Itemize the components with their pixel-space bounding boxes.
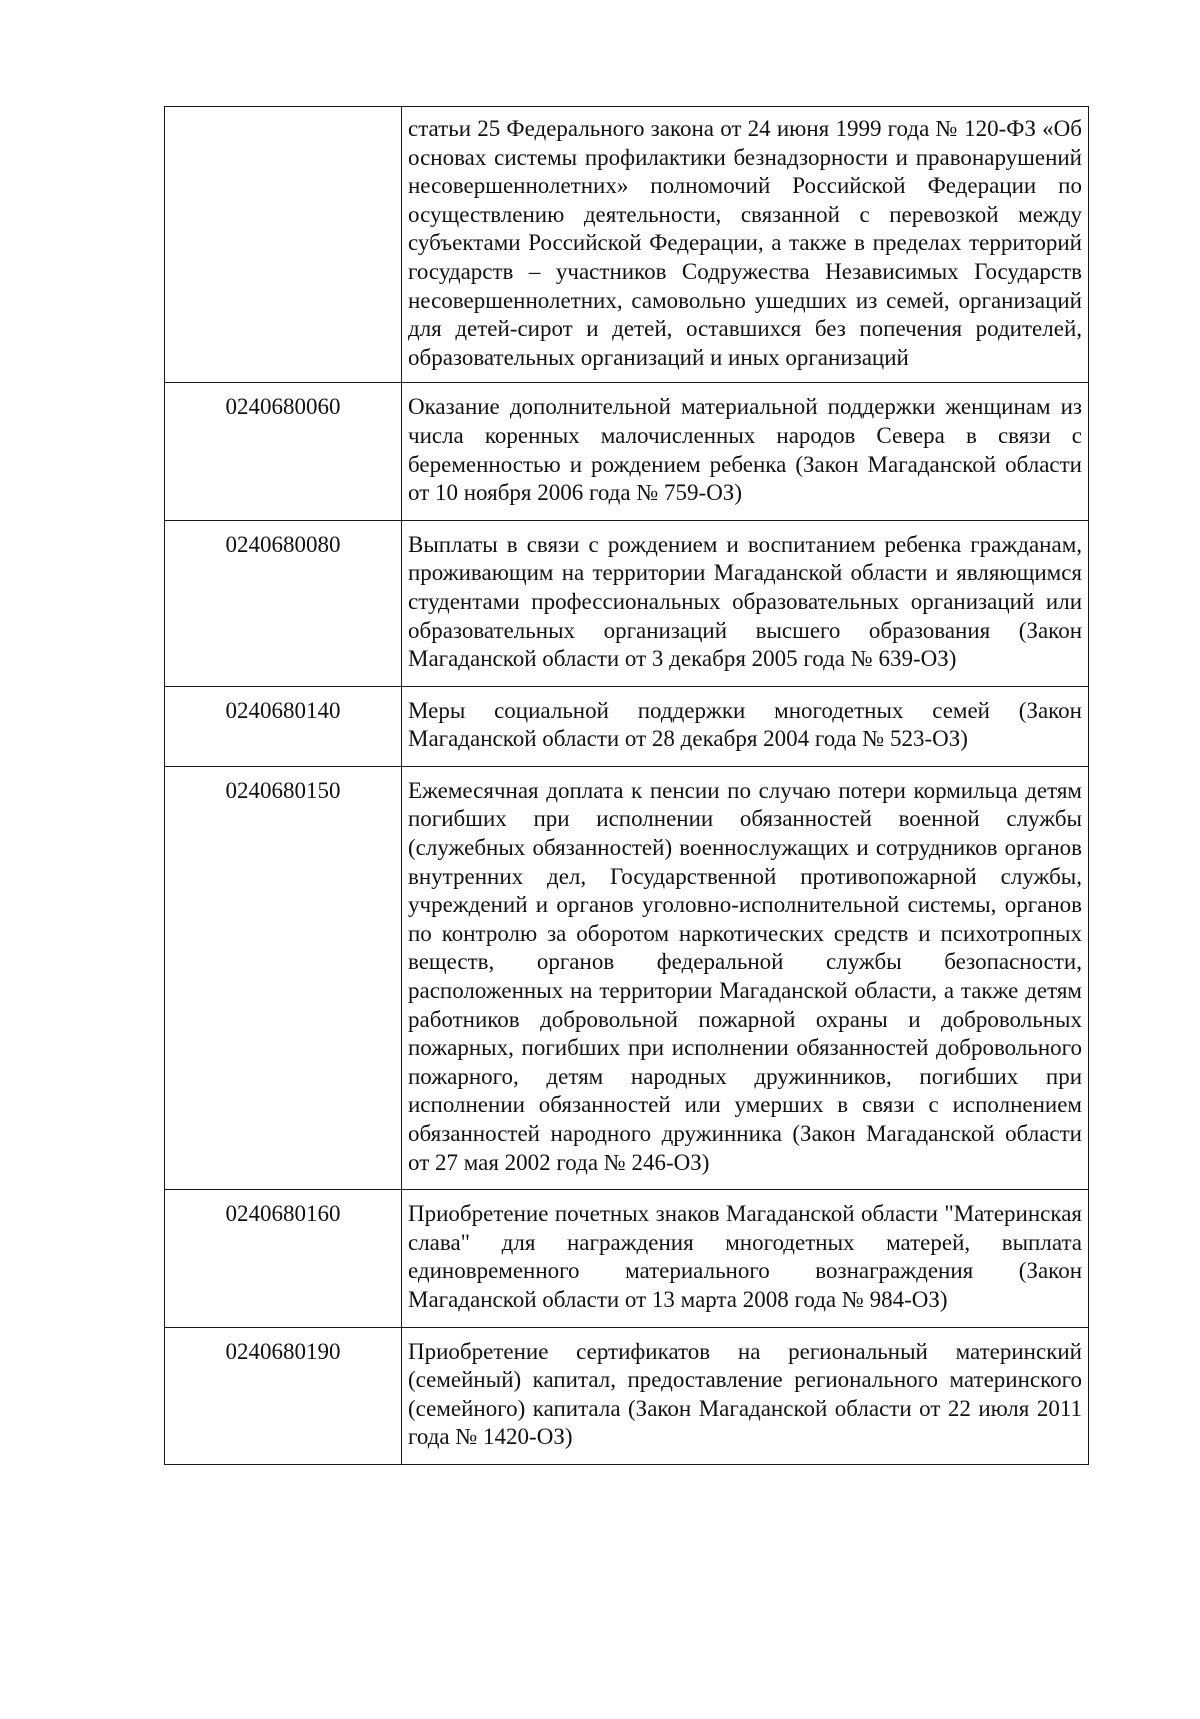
code-cell: 0240680190 [165,1327,402,1464]
table-row [165,383,1089,520]
table-row [165,107,1089,383]
budget-classification-table [164,106,1089,1465]
table-row [165,1327,1089,1464]
code-cell: 0240680160 [165,1190,402,1327]
code-cell: 0240680060 [165,383,402,520]
table-row [165,686,1089,766]
description-cell: Приобретение сертификатов на региональный материнский (семейный) капитал, предоставление регионального материнского (семейного) капитала (Закон Магаданской области от 22 июля 2011 года № 1420-ОЗ) [402,1327,1089,1464]
description-cell: Оказание дополнительной материальной поддержки женщинам из числа коренных малочисленных народов Севера в связи с беременностью и рождением ребенка (Закон Магаданской области от 10 ноября 2006 года № 759-ОЗ) [402,383,1089,520]
table-row [165,766,1089,1189]
description-cell: Меры социальной поддержки многодетных семей (Закон Магаданской области от 28 декабря 2004 года № 523-ОЗ) [402,686,1089,766]
description-cell: Приобретение почетных знаков Магаданской области "Материнская слава" для награждения многодетных матерей, выплата единовременного материального вознаграждения (Закон Магаданской области от 13 марта 2008 года № 984-ОЗ) [402,1190,1089,1327]
description-cell: Выплаты в связи с рождением и воспитанием ребенка гражданам, проживающим на территории Магаданской области и являющимся студентами профессиональных образовательных организаций или образовательных организаций высшего образования (Закон Магаданской области от 3 декабря 2005 года № 639-ОЗ) [402,520,1089,686]
code-cell: 0240680150 [165,766,402,1189]
table-row [165,1190,1089,1327]
code-cell: 0240680080 [165,520,402,686]
description-cell: статьи 25 Федерального закона от 24 июня 1999 года № 120-ФЗ «Об основах системы профилактики безнадзорности и правонарушений несовершеннолетних» полномочий Российской Федерации по осуществлению деятельности, связанной с перевозкой между субъектами Российской Федерации, а также в пределах территорий государств – участников Содружества Независимых Государств несовершеннолетних, самовольно ушедших из семей, организаций для детей-сирот и детей, оставшихся без попечения родителей, образовательных организаций и иных организаций [402,107,1089,383]
table-row [165,520,1089,686]
description-cell: Ежемесячная доплата к пенсии по случаю потери кормильца детям погибших при исполнении обязанностей военной службы (служебных обязанностей) военнослужащих и сотрудников органов внутренних дел, Государственной противопожарной службы, учреждений и органов уголовно-исполнительной системы, органов по контролю за оборотом наркотических средств и психотропных веществ, органов федеральной службы безопасности, расположенных на территории Магаданской области, а также детям работников добровольной пожарной охраны и добровольных пожарных, погибших при исполнении обязанностей добровольного пожарного, детям народных дружинников, погибших при исполнении обязанностей или умерших в связи с исполнением обязанностей народного дружинника (Закон Магаданской области от 27 мая 2002 года № 246-ОЗ) [402,766,1089,1189]
code-cell: 0240680140 [165,686,402,766]
code-cell [165,107,402,383]
